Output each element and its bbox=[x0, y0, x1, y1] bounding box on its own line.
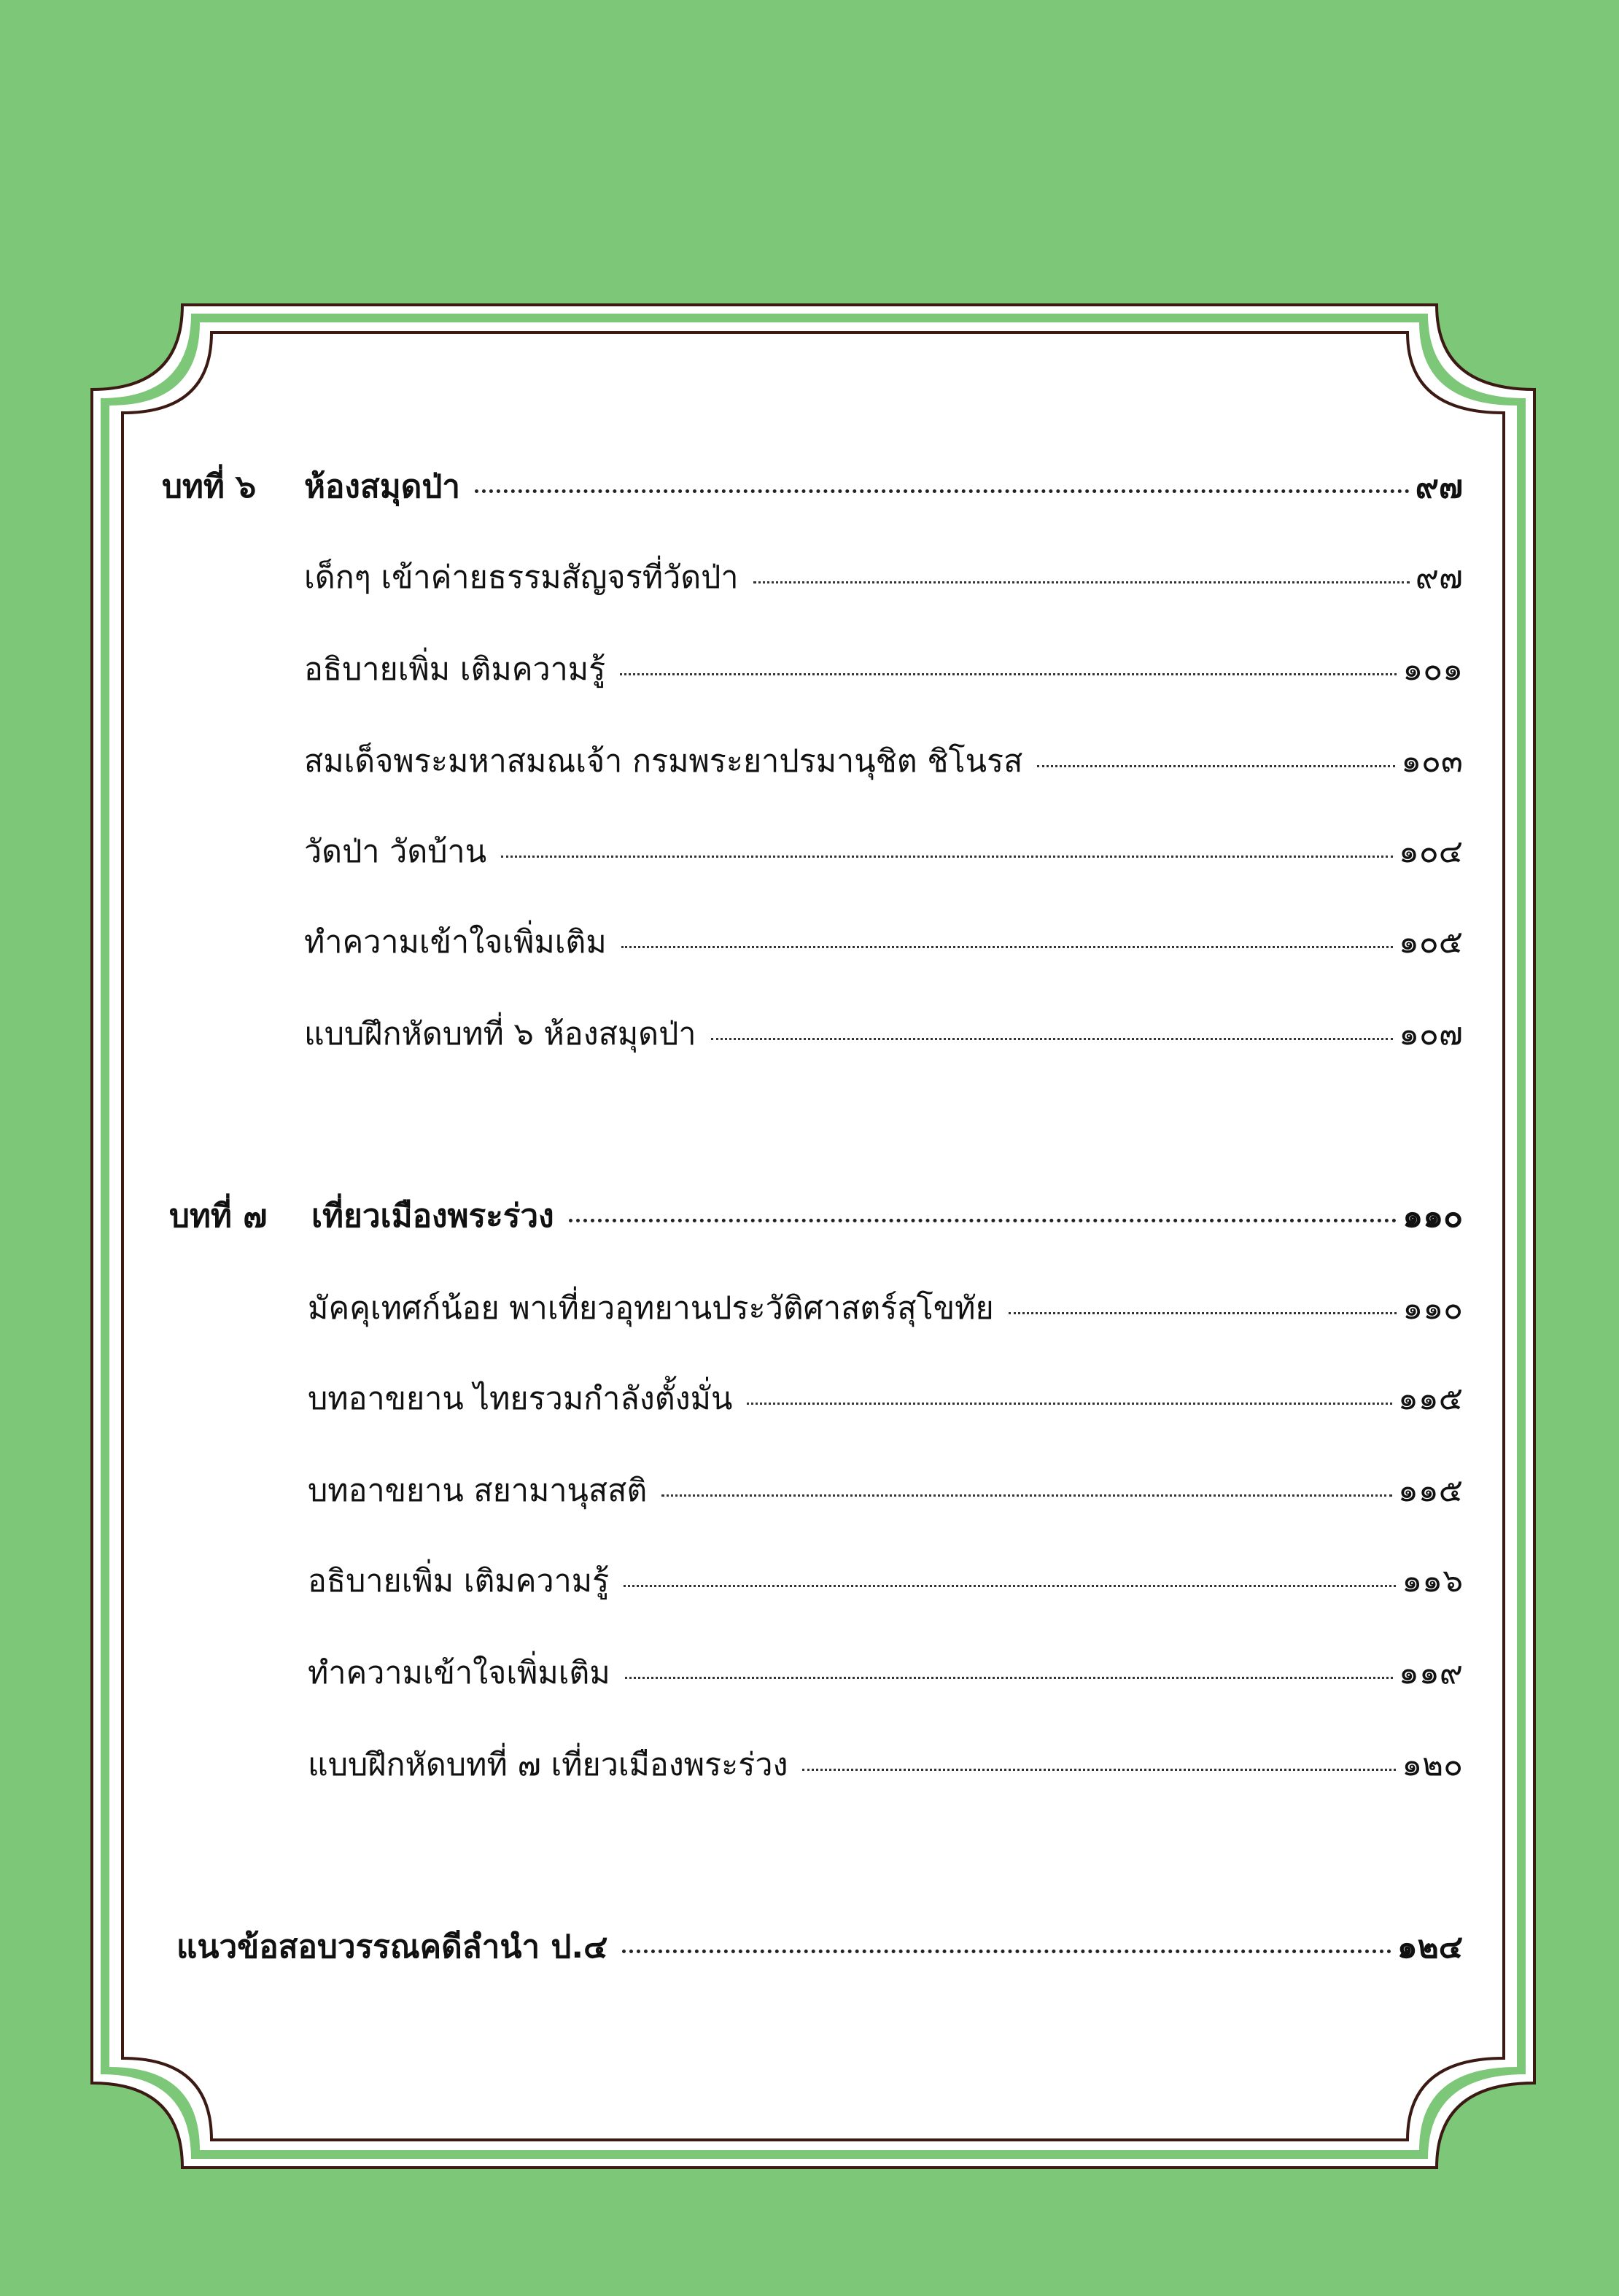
dot-leader bbox=[711, 1038, 1394, 1040]
dot-leader bbox=[622, 1950, 1391, 1953]
dot-leader bbox=[475, 489, 1410, 493]
chapter-6-title: ห้องสมุดป่า bbox=[304, 468, 460, 505]
entry-title: วัดป่า วัดบ้าน bbox=[304, 834, 487, 870]
entry-title: แบบฝึกหัดบทที่ ๗ เที่ยวเมืองพระร่วง bbox=[308, 1747, 788, 1783]
toc-entry[interactable] bbox=[304, 551, 1463, 602]
entry-title: แบบฝึกหัดบทที่ ๖ ห้องสมุดป่า bbox=[304, 1016, 696, 1052]
toc-entry[interactable] bbox=[304, 1008, 1463, 1059]
dot-leader bbox=[621, 946, 1393, 948]
toc-entry[interactable] bbox=[308, 1555, 1463, 1606]
entry-title: บทอาขยาน ไทยรวมกำลังตั้งมั่น bbox=[308, 1381, 733, 1417]
entry-title: อธิบายเพิ่ม เติมความรู้ bbox=[304, 651, 606, 688]
dot-leader bbox=[753, 581, 1410, 583]
exam-guide-page: ๑๒๔ bbox=[1397, 1928, 1463, 1966]
entry-page: ๑๒๐ bbox=[1402, 1746, 1463, 1783]
entry-page: ๙๗ bbox=[1415, 559, 1463, 596]
dot-leader bbox=[1009, 1312, 1397, 1314]
entry-page: ๑๐๕ bbox=[1398, 923, 1463, 961]
toc-entry[interactable] bbox=[304, 916, 1463, 967]
chapter-6-label: บทที่ ๖ bbox=[162, 468, 257, 505]
dot-leader bbox=[1037, 765, 1395, 767]
chapter-7-title: เที่ยวเมืองพระร่วง bbox=[311, 1198, 554, 1235]
toc-entry[interactable] bbox=[308, 1739, 1463, 1790]
entry-title: อธิบายเพิ่ม เติมความรู้ bbox=[308, 1563, 610, 1599]
toc-entry[interactable] bbox=[308, 1465, 1463, 1516]
entry-page: ๑๐๓ bbox=[1401, 742, 1463, 780]
dot-leader bbox=[620, 673, 1397, 675]
toc-entry[interactable] bbox=[308, 1647, 1463, 1698]
entry-title: มัคคุเทศก์น้อย พาเที่ยวอุทยานประวัติศาสตร์สุโขทัย bbox=[308, 1290, 994, 1327]
entry-page: ๑๐๗ bbox=[1399, 1015, 1463, 1052]
entry-page: ๑๑๖ bbox=[1402, 1562, 1463, 1599]
entry-title: ทำความเข้าใจเพิ่มเติม bbox=[308, 1655, 610, 1691]
dot-leader bbox=[501, 856, 1393, 858]
chapter-6-row[interactable] bbox=[162, 461, 1463, 512]
toc-entry[interactable] bbox=[304, 735, 1463, 786]
entry-title: สมเด็จพระมหาสมณเจ้า กรมพระยาปรมานุชิต ชิโนรส bbox=[304, 743, 1023, 780]
toc-entry[interactable] bbox=[304, 643, 1463, 694]
toc-entry[interactable] bbox=[308, 1282, 1463, 1333]
chapter-6-page: ๙๗ bbox=[1415, 468, 1463, 505]
entry-page: ๑๑๙ bbox=[1398, 1654, 1463, 1691]
dot-leader bbox=[625, 1677, 1393, 1679]
exam-guide-row[interactable] bbox=[176, 1921, 1463, 1972]
dot-leader bbox=[747, 1403, 1391, 1405]
chapter-7-label: บทที่ ๗ bbox=[169, 1198, 268, 1235]
entry-page: ๑๑๕ bbox=[1397, 1380, 1463, 1417]
entry-title: ทำความเข้าใจเพิ่มเติม bbox=[304, 924, 607, 961]
dot-leader bbox=[661, 1494, 1392, 1497]
chapter-7-row[interactable] bbox=[169, 1190, 1463, 1241]
entry-page: ๑๐๔ bbox=[1398, 833, 1463, 870]
entry-page: ๑๑๐ bbox=[1402, 1289, 1463, 1327]
entry-page: ๑๑๕ bbox=[1397, 1472, 1463, 1509]
dot-leader bbox=[624, 1585, 1396, 1587]
entry-title: บทอาขยาน สยามานุสสติ bbox=[308, 1473, 648, 1509]
entry-title: เด็กๆ เข้าค่ายธรรมสัญจรที่วัดป่า bbox=[304, 559, 739, 596]
exam-guide-title: แนวข้อสอบวรรณคดีลำนำ ป.๔ bbox=[176, 1928, 608, 1966]
dot-leader bbox=[569, 1219, 1397, 1222]
entry-page: ๑๐๑ bbox=[1402, 651, 1463, 688]
dot-leader bbox=[802, 1769, 1396, 1771]
toc-entry[interactable] bbox=[308, 1373, 1463, 1424]
chapter-7-page: ๑๑๐ bbox=[1402, 1198, 1463, 1235]
toc-entry[interactable] bbox=[304, 826, 1463, 877]
